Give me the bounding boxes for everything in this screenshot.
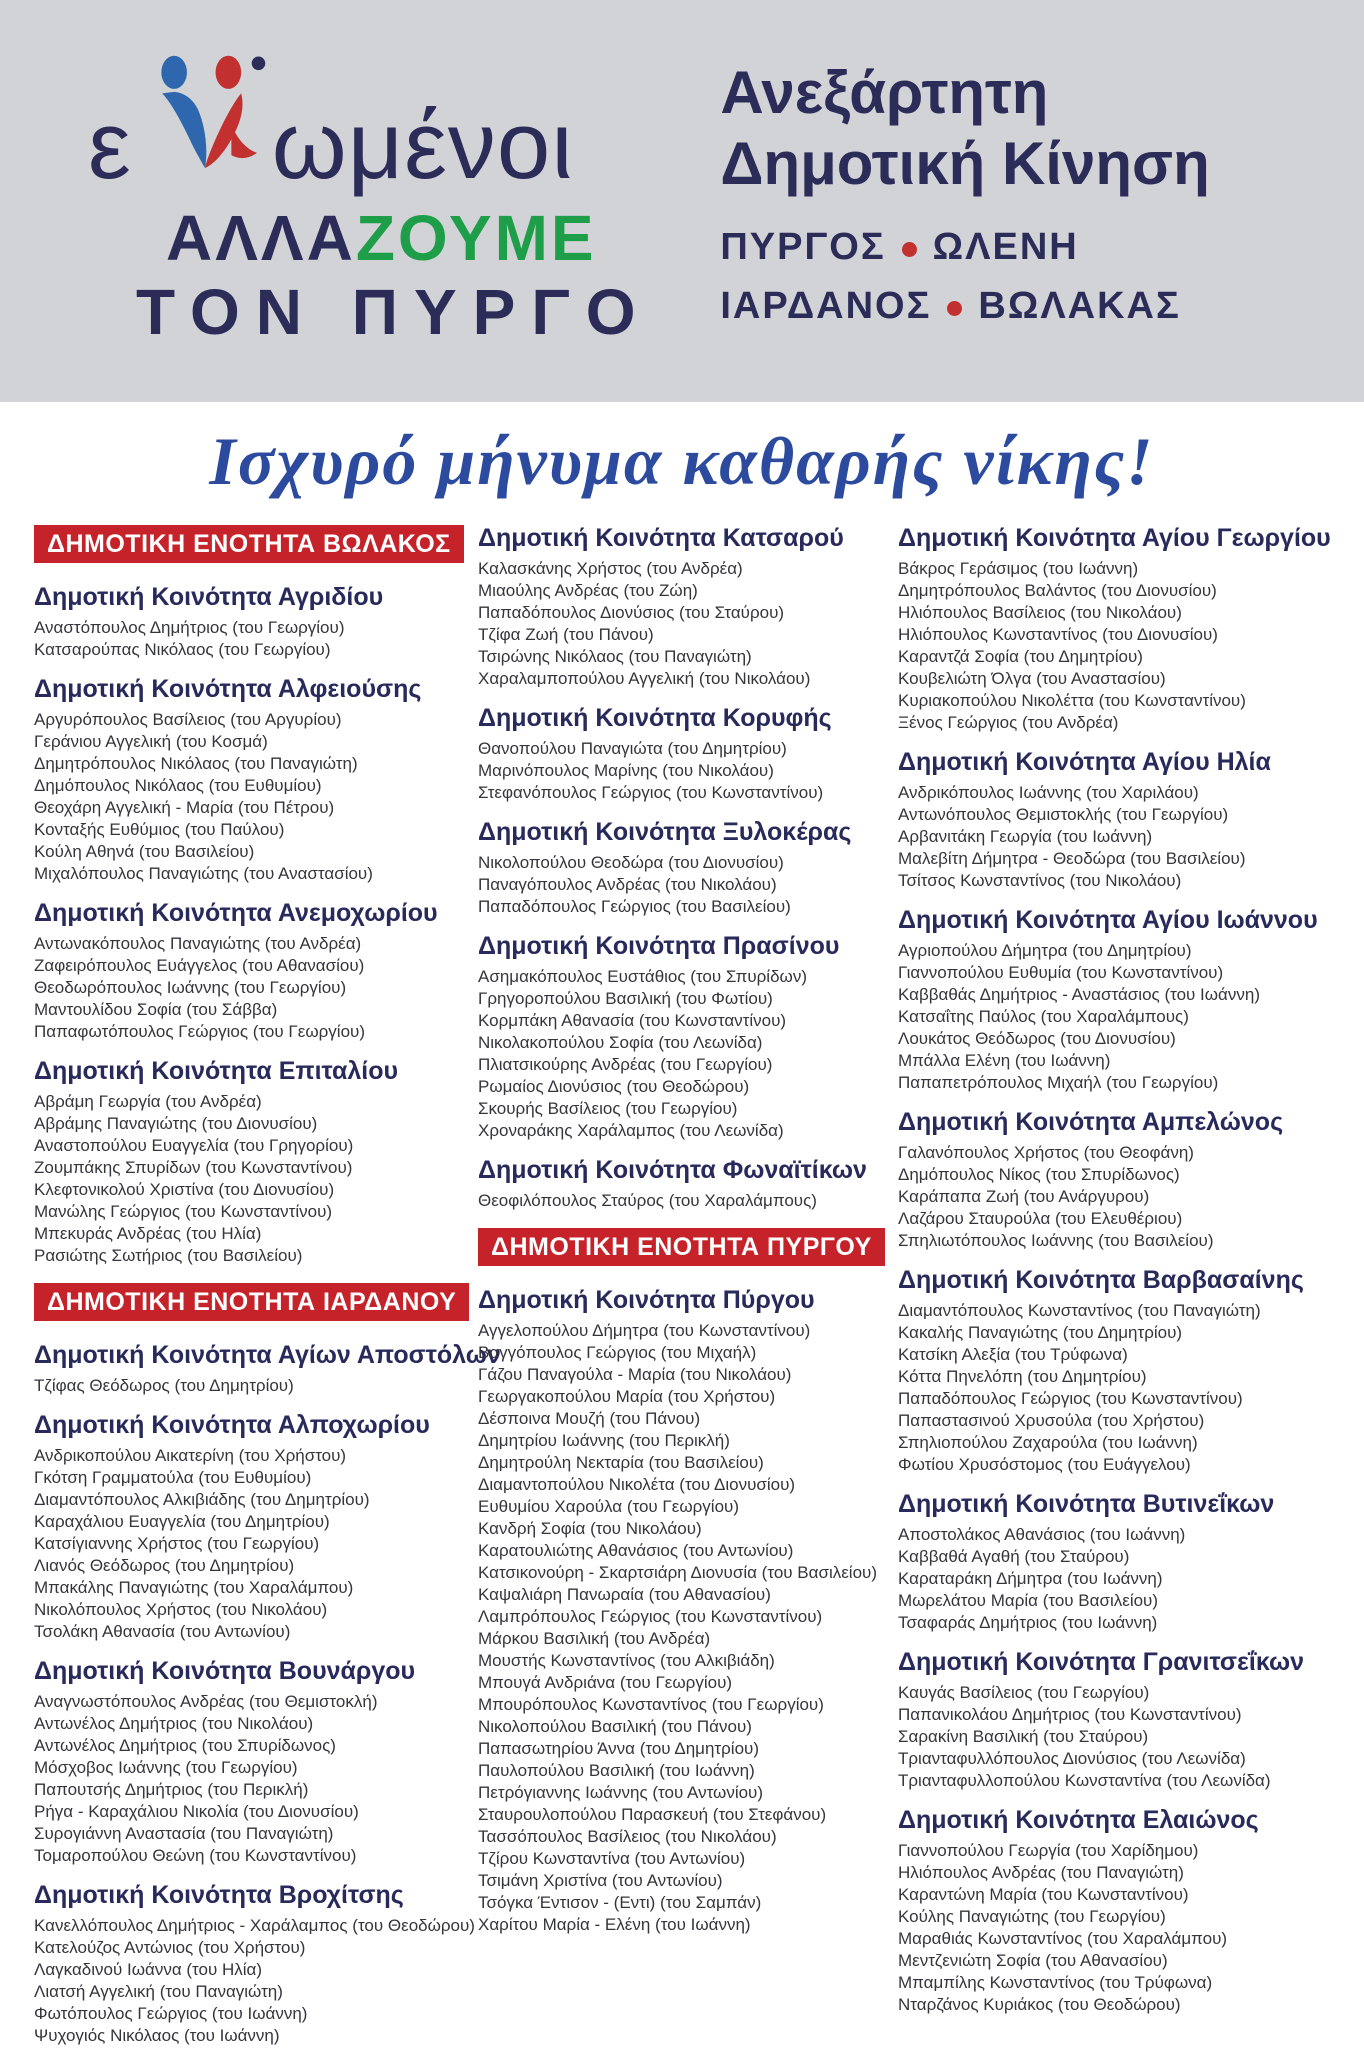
community-title: Δημοτική Κοινότητα Ξυλοκέρας — [478, 817, 852, 846]
candidate-name: Ηλιόπουλος Κωνσταντίνος (του Διονυσίου) — [898, 624, 1218, 644]
candidate-name: Κατελούζος Αντώνιος (του Χρήστου) — [34, 1937, 306, 1957]
candidate-name: Μπουρόπουλος Κωνσταντίνος (του Γεωργίου) — [478, 1694, 824, 1714]
candidate-name: Διαμαντοπούλου Νικολέτα (του Διονυσίου) — [478, 1474, 796, 1494]
candidate-name: Δημόπουλος Νικόλαος (του Ευθυμίου) — [34, 775, 322, 795]
candidate-name: Καψαλιάρη Πανωραία (του Αθανασίου) — [478, 1584, 771, 1604]
candidate-name: Δημητρόπουλος Νικόλαος (του Παναγιώτη) — [34, 753, 358, 773]
candidate-name: Δημητρούλη Νεκταρία (του Βασιλείου) — [478, 1452, 764, 1472]
candidate-name: Παπαδόπουλος Διονύσιος (του Σταύρου) — [478, 602, 785, 622]
candidate-list — [898, 1524, 1346, 1634]
candidate-name: Μάρκου Βασιλική (του Ανδρέα) — [478, 1628, 711, 1648]
candidate-name: Κατσικονούρη - Σκαρτσιάρη Διονυσία (του Βασιλείου) — [478, 1562, 877, 1582]
candidate-name: Σπηλιωτόπουλος Ιωάννης (του Βασιλείου) — [898, 1230, 1214, 1250]
community-title: Δημοτική Κοινότητα Αγίου Ηλία — [898, 747, 1271, 776]
candidate-list — [478, 738, 898, 804]
candidate-name: Φωτόπουλος Γεώργιος (του Ιωάννη) — [34, 2003, 308, 2023]
bullet-dot-icon — [947, 301, 962, 316]
candidate-name: Σκουρής Βασίλειος (του Γεωργίου) — [478, 1098, 738, 1118]
candidate-name: Λιατσή Αγγελική (του Παναγιώτη) — [34, 1981, 283, 2001]
candidate-list — [898, 558, 1346, 734]
community-title: Δημοτική Κοινότητα Αγριδίου — [34, 582, 384, 611]
candidate-name: Νταρζάνος Κυριάκος (του Θεοδώρου) — [898, 1994, 1181, 2014]
candidate-name: Αντωνέλος Δημήτριος (του Νικολάου) — [34, 1713, 314, 1733]
community-title: Δημοτική Κοινότητα Κατσαρού — [478, 523, 844, 552]
candidate-name: Ρήγα - Καραχάλιου Νικολία (του Διονυσίου) — [34, 1801, 359, 1821]
candidate-name: Γιαννοπούλου Γεωργία (του Χαρίδημου) — [898, 1840, 1199, 1860]
candidate-name: Συρογιάννη Αναστασία (του Παναγιώτη) — [34, 1823, 334, 1843]
candidate-list — [34, 1915, 478, 2047]
candidate-name: Σταυρουλοπούλου Παρασκευή (του Στεφάνου) — [478, 1804, 827, 1824]
community-title: Δημοτική Κοινότητα Αλφειούσης — [34, 674, 422, 703]
candidate-name: Τριανταφυλλοπούλου Κωνσταντίνα (του Λεωνίδα) — [898, 1770, 1271, 1790]
candidate-name: Σπηλιοπούλου Ζαχαρούλα (του Ιωάννη) — [898, 1432, 1198, 1452]
candidate-list — [898, 782, 1346, 892]
candidate-name: Φωτίου Χρυσόστομος (του Ευάγγελου) — [898, 1454, 1191, 1474]
slogan-part-zoume: ΖΟΥΜΕ — [355, 202, 597, 274]
candidate-name: Αβράμη Γεωργία (του Ανδρέα) — [34, 1091, 262, 1111]
candidate-name: Ανδρικόπουλος Ιωάννης (του Χαριλάου) — [898, 782, 1199, 802]
candidate-name: Δημόπουλος Νίκος (του Σπυρίδωνος) — [898, 1164, 1180, 1184]
candidate-name: Αναστόπουλος Δημήτριος (του Γεωργίου) — [34, 617, 345, 637]
candidate-name: Ψυχογιός Νικόλαος (του Ιωάννη) — [34, 2025, 280, 2045]
candidate-name: Καραντώνη Μαρία (του Κωνσταντίνου) — [898, 1884, 1189, 1904]
candidate-name: Παπαστασινού Χρυσούλα (του Χρήστου) — [898, 1410, 1205, 1430]
candidate-name: Τσίτσος Κωνσταντίνος (του Νικολάου) — [898, 870, 1182, 890]
area-pyrgos: ΠΥΡΓΟΣ — [720, 225, 886, 268]
community-title: Δημοτική Κοινότητα Γρανιτσεΐκων — [898, 1647, 1304, 1676]
candidate-name: Τζίρου Κωνσταντίνα (του Αντωνίου) — [478, 1848, 746, 1868]
candidate-name: Τσιμάνη Χριστίνα (του Αντωνίου) — [478, 1870, 723, 1890]
candidate-name: Τριανταφυλλόπουλος Διονύσιος (του Λεωνίδα) — [898, 1748, 1246, 1768]
candidate-name: Καράπαπα Ζωή (του Ανάργυρου) — [898, 1186, 1150, 1206]
candidate-name: Γρηγοροπούλου Βασιλική (του Φωτίου) — [478, 988, 773, 1008]
candidate-name: Κακαλής Παναγιώτης (του Δημητρίου) — [898, 1322, 1183, 1342]
candidate-name: Καββαθάς Δημήτριος - Αναστάσιος (του Ιωάννη) — [898, 984, 1260, 1004]
candidate-name: Βάκρος Γεράσιμος (του Ιωάννη) — [898, 558, 1139, 578]
candidate-name: Κορμπάκη Αθανασία (του Κωνσταντίνου) — [478, 1010, 787, 1030]
two-people-icon — [138, 38, 266, 188]
candidate-name: Αρβανιτάκη Γεωργία (του Ιωάννη) — [898, 826, 1153, 846]
candidate-name: Γάζου Παναγούλα - Μαρία (του Νικολάου) — [478, 1364, 792, 1384]
candidate-name: Κλεφτονικολού Χριστίνα (του Διονυσίου) — [34, 1179, 335, 1199]
candidate-name: Νικολοπούλου Βασιλική (του Πάνου) — [478, 1716, 752, 1736]
candidate-list — [898, 1682, 1346, 1792]
candidate-name: Θεοφιλόπουλος Σταύρος (του Χαραλάμπους) — [478, 1190, 817, 1210]
community-title: Δημοτική Κοινότητα Επιταλίου — [34, 1056, 399, 1085]
movement-line1: Ανεξάρτητη — [720, 59, 1049, 126]
candidate-list — [898, 1142, 1346, 1252]
candidate-list — [478, 558, 898, 690]
movement-line2: Δημοτική Κίνηση — [720, 129, 1210, 197]
logo-wordmark — [88, 38, 720, 200]
community-title: Δημοτική Κοινότητα Πρασίνου — [478, 931, 840, 960]
candidate-name: Διαμαντόπουλος Αλκιβιάδης (του Δημητρίου) — [34, 1489, 370, 1509]
candidate-list — [34, 1691, 478, 1867]
candidate-name: Μουστής Κωνσταντίνος (του Αλκιβιάδη) — [478, 1650, 775, 1670]
area-volakas: ΒΩΛΑΚΑΣ — [978, 284, 1181, 327]
candidate-name: Αποστολάκος Αθανάσιος (του Ιωάννη) — [898, 1524, 1186, 1544]
candidate-name: Καραντζά Σοφία (του Δημητρίου) — [898, 646, 1143, 666]
candidate-name: Χροναράκης Χαράλαμπος (του Λεωνίδα) — [478, 1120, 784, 1140]
community-title: Δημοτική Κοινότητα Αγίων Αποστόλων — [34, 1340, 501, 1369]
candidate-name: Καλασκάνης Χρήστος (του Ανδρέα) — [478, 558, 743, 578]
candidate-list — [34, 933, 478, 1043]
candidate-name: Ρασιώτης Σωτήριος (του Βασιλείου) — [34, 1245, 303, 1265]
column-3 — [898, 525, 1346, 2016]
candidate-name: Κατσίγιαννης Χρήστος (του Γεωργίου) — [34, 1533, 320, 1553]
candidate-name: Καρατουλιώτης Αθανάσιος (του Αντωνίου) — [478, 1540, 794, 1560]
community-title: Δημοτική Κοινότητα Αλποχωρίου — [34, 1410, 430, 1439]
candidate-name: Ευθυμίου Χαρούλα (του Γεωργίου) — [478, 1496, 740, 1516]
candidate-name: Κατσαΐτης Παύλος (του Χαραλάμπους) — [898, 1006, 1189, 1026]
candidate-name: Μιαούλης Ανδρέας (του Ζώη) — [478, 580, 698, 600]
candidate-list — [34, 709, 478, 885]
candidate-list — [478, 1320, 898, 1936]
community-title: Δημοτική Κοινότητα Βαρβασαίνης — [898, 1265, 1304, 1294]
candidate-name: Πλιατσικούρης Ανδρέας (του Γεωργίου) — [478, 1054, 773, 1074]
candidate-name: Παπασωτηρίου Άννα (του Δημητρίου) — [478, 1738, 759, 1758]
logo — [88, 0, 720, 402]
candidate-name: Θεοχάρη Αγγελική - Μαρία (του Πέτρου) — [34, 797, 335, 817]
headline: Ισχυρό μήνυμα καθαρής νίκης! — [209, 423, 1155, 499]
candidate-name: Αντωνακόπουλος Παναγιώτης (του Ανδρέα) — [34, 933, 362, 953]
candidate-name: Χαρίτου Μαρία - Ελένη (του Ιωάννη) — [478, 1914, 751, 1934]
candidate-name: Μεντζενιώτη Σοφία (του Αθανασίου) — [898, 1950, 1168, 1970]
candidate-name: Ζουμπάκης Σπυρίδων (του Κωνσταντίνου) — [34, 1157, 353, 1177]
candidate-name: Κονταξής Ευθύμιος (του Παύλου) — [34, 819, 285, 839]
candidate-name: Αβράμης Παναγιώτης (του Διονυσίου) — [34, 1113, 318, 1133]
column-1 — [34, 525, 501, 2047]
candidate-name: Τζίφας Θεόδωρος (του Δημητρίου) — [34, 1375, 294, 1395]
candidate-name: Καραχάλιου Ευαγγελία (του Δημητρίου) — [34, 1511, 330, 1531]
candidate-name: Αναγνωστόπουλος Ανδρέας (του Θεμιστοκλή) — [34, 1691, 378, 1711]
candidate-name: Τομαροπούλου Θεώνη (του Κωνσταντίνου) — [34, 1845, 357, 1865]
candidate-name: Τσαφαράς Δημήτριος (του Ιωάννη) — [898, 1612, 1158, 1632]
candidate-name: Μαντουλίδου Σοφία (του Σάββα) — [34, 999, 278, 1019]
candidate-name: Παπαδόπουλος Γεώργιος (του Κωνσταντίνου) — [898, 1388, 1243, 1408]
areas-line2 — [720, 285, 1304, 328]
candidate-name: Λουκάτος Θεόδωρος (του Διονυσίου) — [898, 1028, 1176, 1048]
community-title: Δημοτική Κοινότητα Ελαιώνος — [898, 1805, 1259, 1834]
candidate-name: Θανοπούλου Παναγιώτα (του Δημητρίου) — [478, 738, 787, 758]
candidate-name: Αναστοπούλου Ευαγγελία (του Γρηγορίου) — [34, 1135, 354, 1155]
candidate-name: Μπακάλης Παναγιώτης (του Χαραλάμπου) — [34, 1577, 354, 1597]
candidate-name: Τασσόπουλος Βασίλειος (του Νικολάου) — [478, 1826, 777, 1846]
candidate-name: Πετρόγιαννης Ιωάννης (του Αντωνίου) — [478, 1782, 764, 1802]
community-title: Δημοτική Κοινότητα Ανεμοχωρίου — [34, 898, 438, 927]
candidate-name: Κόττα Πηνελόπη (του Δημητρίου) — [898, 1366, 1147, 1386]
candidate-name: Δημητρίου Ιωάννης (του Περικλή) — [478, 1430, 730, 1450]
candidate-name: Νικολακοπούλου Σοφία (του Λεωνίδα) — [478, 1032, 763, 1052]
candidate-columns — [0, 499, 1364, 2047]
candidate-name: Κουβελιώτη Όλγα (του Αναστασίου) — [898, 668, 1166, 688]
candidate-name: Τσολάκη Αθανασία (του Αντωνίου) — [34, 1621, 291, 1641]
candidate-name: Ζαφειρόπουλος Ευάγγελος (του Αθανασίου) — [34, 955, 365, 975]
candidate-name: Παυλοπούλου Βασιλική (του Ιωάννη) — [478, 1760, 755, 1780]
candidate-name: Μαραθιάς Κωνσταντίνος (του Χαραλάμπου) — [898, 1928, 1228, 1948]
candidate-name: Παπαδόπουλος Γεώργιος (του Βασιλείου) — [478, 896, 791, 916]
area-oleni: ΩΛΕΝΗ — [932, 225, 1079, 268]
column-2 — [478, 525, 898, 1936]
candidate-name: Κατσαρούπας Νικόλαος (του Γεωργίου) — [34, 639, 331, 659]
candidate-name: Κατσίκη Αλεξία (του Τρύφωνα) — [898, 1344, 1128, 1364]
candidate-name: Τσιρώνης Νικόλαος (του Παναγιώτη) — [478, 646, 752, 666]
candidate-name: Μπουγά Ανδριάνα (του Γεωργίου) — [478, 1672, 733, 1692]
candidate-name: Μπαμπίλης Κωνσταντίνος (του Τρύφωνα) — [898, 1972, 1213, 1992]
area-iardanos: ΙΑΡΔΑΝΟΣ — [720, 284, 932, 327]
areas-line1 — [720, 226, 1304, 269]
candidate-list — [478, 1190, 898, 1212]
candidate-name: Τζίφα Ζωή (του Πάνου) — [478, 624, 654, 644]
candidate-name: Γιαννοπούλου Ευθυμία (του Κωνσταντίνου) — [898, 962, 1224, 982]
candidate-name: Μανώλης Γεώργιος (του Κωνσταντίνου) — [34, 1201, 333, 1221]
municipal-unit-banner: ΔΗΜΟΤΙΚΗ ΕΝΟΤΗΤΑ ΠΥΡΓΟΥ — [478, 1228, 885, 1266]
community-title: Δημοτική Κοινότητα Αγίου Γεωργίου — [898, 523, 1331, 552]
candidate-name: Μαρινόπουλος Μαρίνης (του Νικολάου) — [478, 760, 774, 780]
candidate-name: Κούλης Παναγιώτης (του Γεωργίου) — [898, 1906, 1166, 1926]
candidate-name: Μπεκυράς Ανδρέας (του Ηλία) — [34, 1223, 262, 1243]
candidate-name: Γεωργακοπούλου Μαρία (του Χρήστου) — [478, 1386, 776, 1406]
candidate-name: Λαγκαδινού Ιωάννα (του Ηλία) — [34, 1959, 263, 1979]
candidate-name: Αργυρόπουλος Βασίλειος (του Αργυρίου) — [34, 709, 342, 729]
candidate-name: Γκότση Γραμματούλα (του Ευθυμίου) — [34, 1467, 312, 1487]
candidate-name: Καυγάς Βασίλειος (του Γεωργίου) — [898, 1682, 1150, 1702]
candidate-name: Σαρακίνη Βασιλική (του Σταύρου) — [898, 1726, 1149, 1746]
candidate-name: Μωρελάτου Μαρία (του Βασιλείου) — [898, 1590, 1159, 1610]
candidate-name: Τσόγκα Έντισον - (Εντι) (του Σαμπάν) — [478, 1892, 762, 1912]
candidate-list — [478, 966, 898, 1142]
candidate-list — [898, 940, 1346, 1094]
candidate-name: Νικολόπουλος Χρήστος (του Νικολάου) — [34, 1599, 328, 1619]
candidate-name: Κανελλόπουλος Δημήτριος - Χαράλαμπος (του Θεοδώρου) — [34, 1915, 475, 1935]
candidate-name: Κούλη Αθηνά (του Βασιλείου) — [34, 841, 255, 861]
candidate-list — [898, 1300, 1346, 1476]
candidate-name: Μιχαλόπουλος Παναγιώτης (του Αναστασίου) — [34, 863, 373, 883]
candidate-name: Αγγελοπούλου Δήμητρα (του Κωνσταντίνου) — [478, 1320, 811, 1340]
community-title: Δημοτική Κοινότητα Φωναϊτίκων — [478, 1155, 867, 1184]
candidate-list — [34, 1091, 478, 1267]
candidate-name: Βαγγόπουλος Γεώργιος (του Μιχαήλ) — [478, 1342, 757, 1362]
bullet-dot-icon — [902, 242, 917, 257]
candidate-name: Αντωνέλος Δημήτριος (του Σπυρίδωνος) — [34, 1735, 336, 1755]
candidate-name: Νικολοπούλου Θεοδώρα (του Διονυσίου) — [478, 852, 784, 872]
candidate-name: Παναγόπουλος Ανδρέας (του Νικολάου) — [478, 874, 777, 894]
candidate-name: Παπαφωτόπουλος Γεώργιος (του Γεωργίου) — [34, 1021, 365, 1041]
candidate-name: Ρωμαίος Διονύσιος (του Θεοδώρου) — [478, 1076, 750, 1096]
logo-word-suffix: ωμένοι — [271, 92, 574, 200]
movement-title-block — [720, 0, 1304, 402]
candidate-name: Γαλανόπουλος Χρήστος (του Θεοφάνη) — [898, 1142, 1194, 1162]
candidate-name: Δέσποινα Μουζή (του Πάνου) — [478, 1408, 701, 1428]
community-title: Δημοτική Κοινότητα Βουνάργου — [34, 1656, 416, 1685]
candidate-name: Κυριακοπούλου Νικολέττα (του Κωνσταντίνου) — [898, 690, 1246, 710]
candidate-list — [34, 617, 478, 661]
candidate-name: Δημητρόπουλος Βαλάντος (του Διονυσίου) — [898, 580, 1217, 600]
logo-slogan-line1 — [166, 202, 720, 274]
candidate-name: Ασημακόπουλος Ευστάθιος (του Σπυρίδων) — [478, 966, 807, 986]
candidate-name: Παπουτσής Δημήτριος (του Περικλή) — [34, 1779, 309, 1799]
candidate-name: Ξένος Γεώργιος (του Ανδρέα) — [898, 712, 1119, 732]
community-title: Δημοτική Κοινότητα Πύργου — [478, 1285, 815, 1314]
community-title: Δημοτική Κοινότητα Κορυφής — [478, 703, 832, 732]
candidate-name: Κανδρή Σοφία (του Νικολάου) — [478, 1518, 702, 1538]
candidate-name: Μαλεβίτη Δήμητρα - Θεοδώρα (του Βασιλείου) — [898, 848, 1246, 868]
candidate-name: Χαραλαμποπούλου Αγγελική (του Νικολάου) — [478, 668, 811, 688]
community-title: Δημοτική Κοινότητα Αγίου Ιωάννου — [898, 905, 1318, 934]
candidate-name: Διαμαντόπουλος Κωνσταντίνος (του Παναγιώτη) — [898, 1300, 1261, 1320]
municipal-unit-banner: ΔΗΜΟΤΙΚΗ ΕΝΟΤΗΤΑ ΙΑΡΔΑΝΟΥ — [34, 1283, 469, 1321]
community-title: Δημοτική Κοινότητα Βροχίτσης — [34, 1880, 404, 1909]
candidate-name: Ανδρικοπούλου Αικατερίνη (του Χρήστου) — [34, 1445, 347, 1465]
candidate-name: Αντωνόπουλος Θεμιστοκλής (του Γεωργίου) — [898, 804, 1229, 824]
candidate-name: Αγριοπούλου Δήμητρα (του Δημητρίου) — [898, 940, 1192, 960]
candidate-name: Παπανικολάου Δημήτριος (του Κωνσταντίνου) — [898, 1704, 1242, 1724]
candidate-name: Λαμπρόπουλος Γεώργιος (του Κωνσταντίνου) — [478, 1606, 823, 1626]
candidate-name: Γεράνιου Αγγελική (του Κοσμά) — [34, 731, 268, 751]
community-title: Δημοτική Κοινότητα Βυτινεΐκων — [898, 1489, 1275, 1518]
slogan-part-alla: ΑΛΛΑ — [166, 202, 356, 274]
community-title: Δημοτική Κοινότητα Αμπελώνος — [898, 1107, 1284, 1136]
logo-word-prefix: ε — [88, 92, 132, 200]
candidate-name: Λιανός Θεόδωρος (του Δημητρίου) — [34, 1555, 295, 1575]
candidate-list — [34, 1375, 478, 1397]
candidate-name: Θεοδωρόπουλος Ιωάννης (του Γεωργίου) — [34, 977, 347, 997]
candidate-list — [34, 1445, 478, 1643]
candidate-name: Ηλιόπουλος Βασίλειος (του Νικολάου) — [898, 602, 1182, 622]
candidate-name: Ηλιόπουλος Ανδρέας (του Παναγιώτη) — [898, 1862, 1184, 1882]
municipal-unit-banner: ΔΗΜΟΤΙΚΗ ΕΝΟΤΗΤΑ ΒΩΛΑΚΟΣ — [34, 525, 464, 563]
candidate-name: Παπαπετρόπουλος Μιχαήλ (του Γεωργίου) — [898, 1072, 1219, 1092]
candidate-name: Μπάλλα Ελένη (του Ιωάννη) — [898, 1050, 1111, 1070]
candidate-list — [478, 852, 898, 918]
logo-slogan-line2: ΤΟΝ ΠΥΡΓΟ — [136, 276, 652, 348]
header-band — [0, 0, 1364, 402]
candidate-name: Μόσχοβος Ιωάννης (του Γεωργίου) — [34, 1757, 298, 1777]
candidate-name: Καββαθά Αγαθή (του Σταύρου) — [898, 1546, 1130, 1566]
candidate-name: Καραταράκη Δήμητρα (του Ιωάννη) — [898, 1568, 1163, 1588]
candidate-list — [898, 1840, 1346, 2016]
candidate-name: Στεφανόπουλος Γεώργιος (του Κωνσταντίνου) — [478, 782, 824, 802]
candidate-name: Λαζάρου Σταυρούλα (του Ελευθέριου) — [898, 1208, 1183, 1228]
